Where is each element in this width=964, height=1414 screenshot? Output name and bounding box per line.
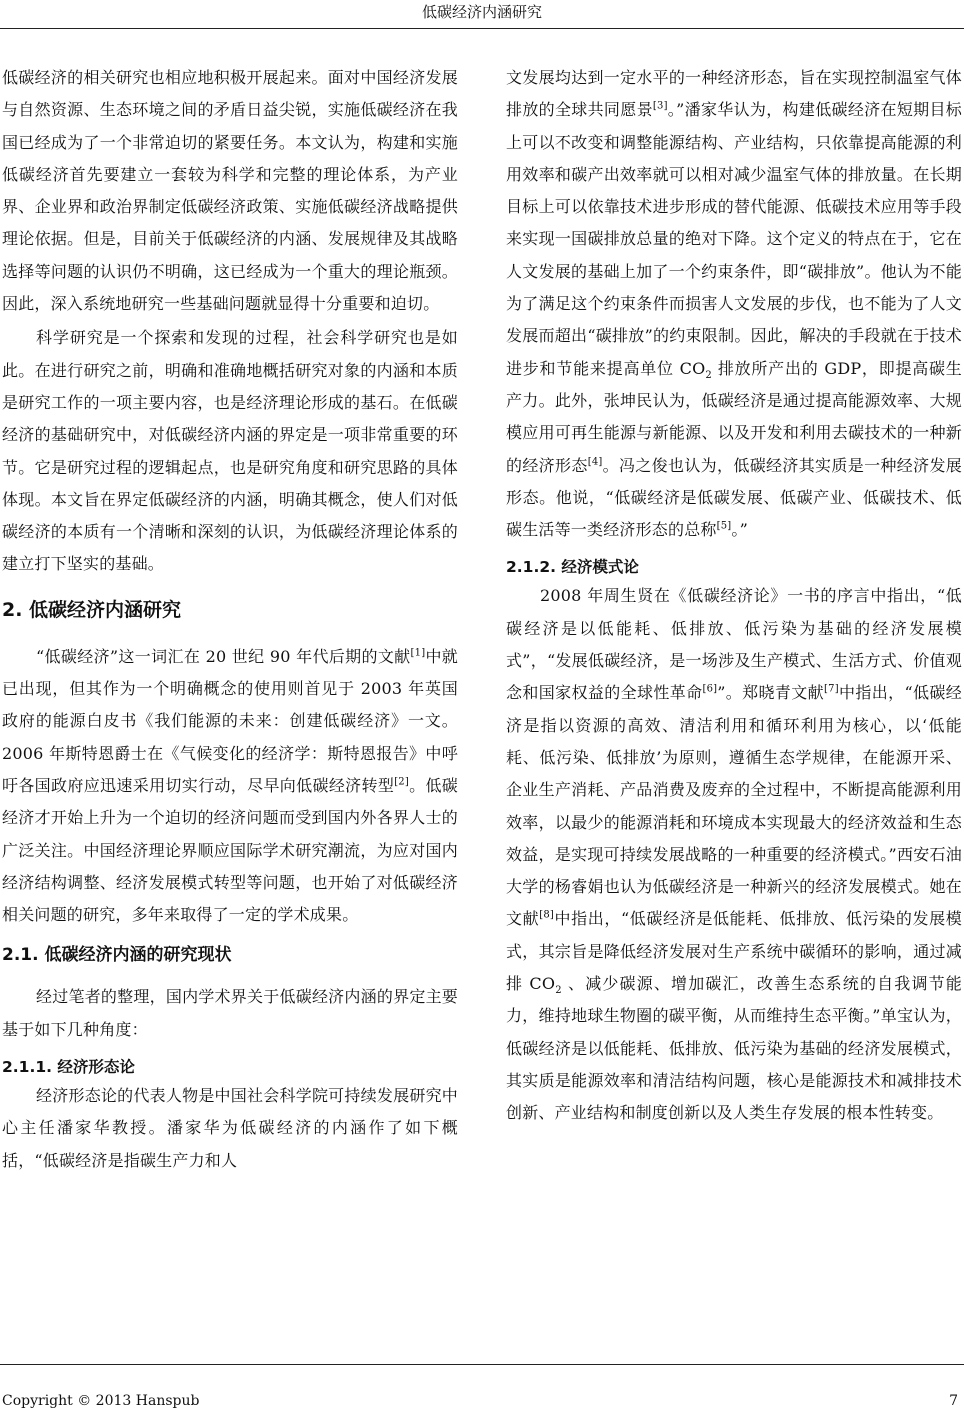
citation-4[interactable]: [4] bbox=[587, 456, 603, 468]
paragraph-research-process: 科学研究是一个探索和发现的过程，社会科学研究也是如此。在进行研究之前，明确和准确地概括研究对象的内涵和本质是研究工作的一项主要内容，也是经济理论形成的基石。在低碳经济的基础研究中，对低碳经济内涵的界定是一项非常重要的环节。它是研究过程的逻辑起点，也是研究角度和研究思路的具体体现。本文旨在界定低碳经济的内涵，明确其概念，使人们对低碳经济的本质有一个清晰和深刻的认识，为低碳经济理论体系的建立打下坚实的基础。 bbox=[2, 328, 458, 574]
text-segment: 2008 年周生贤在《低碳经济论》一书的序言中指出，“低碳经济是以低能耗、低排放、低污染为基础的经济发展模式”，“发展低碳经济，是一场涉及生产模式、生活方式、价值观念和国家权益的全球性革命 bbox=[506, 586, 962, 703]
text-segment: 。”潘家华认为，构建低碳经济在短期目标上可以不改变和调整能源结构、产业结构，只依靠提高能源的利用效率和碳产出效率就可以相对减少温室气体的排放量。在长期目标上可以依靠技术进步形成的替代能源、低碳技术应用等手段来实现一国碳排放总量的绝对下降。这个定义的特点在于，它在人文发展的基础上加了一个约束条件，即“碳排放”。他认为不能为了满足这个约束条件而损害人文发展的步伐，也不能为了人文发展而超出“碳排放”的约束限制。因此，解决的手段就在于技术进步和节能来提高单位 CO bbox=[506, 100, 962, 378]
right-column bbox=[506, 62, 962, 1130]
section-2-heading: 2. 低碳经济内涵研究 bbox=[2, 598, 182, 621]
citation-5[interactable]: [5] bbox=[716, 520, 732, 532]
co2-subscript: 2 bbox=[555, 985, 562, 997]
section-2-1-2-heading: 2.1.2. 经济模式论 bbox=[506, 558, 639, 577]
copyright-notice: Copyright © 2013 Hanspub bbox=[2, 1393, 200, 1409]
paragraph-economic-form: 经济形态论的代表人物是中国社会科学院可持续发展研究中心主任潘家华教授。潘家华为低碳经济的内涵作了如下概括，“低碳经济是指碳生产力和人 bbox=[2, 1086, 458, 1170]
text-segment: 中就已出现，但其作为一个明确概念的使用则首见于 2003 年英国政府的能源白皮书《我们能源的未来：创建低碳经济》一文。2006 年斯特恩爵士在《气候变化的经济学：斯特恩报告》中呼吁各国政府应迅速采用切实行动，尽早向低碳经济转型 bbox=[2, 646, 458, 795]
text-segment: 文发展均达到一定水平的一种经济形态，旨在实现控制温室气体排放的全球共同愿景 bbox=[506, 68, 962, 120]
citation-1[interactable]: [1] bbox=[410, 647, 426, 659]
paragraph-intro-cont: 低碳经济的相关研究也相应地积极开展起来。面对中国经济发展与自然资源、生态环境之间的矛盾日益尖锐，实施低碳经济在我国已经成为了一个非常迫切的紧要任务。本文认为，构建和实施低碳经济首先要建立一套较为科学和完整的理论体系，为产业界、企业界和政治界制定低碳经济政策、实施低碳经济战略提供理论依据。但是，目前关于低碳经济的内涵、发展规律及其战略选择等问题的认识仍不明确，这已经成为一个重大的理论瓶颈。因此，深入系统地研究一些基础问题就显得十分重要和迫切。 bbox=[2, 68, 458, 314]
paragraph-perspectives: 经过笔者的整理，国内学术界关于低碳经济内涵的界定主要基于如下几种角度： bbox=[2, 987, 458, 1039]
citation-6[interactable]: [6] bbox=[702, 684, 718, 696]
text-segment: 中指出，“低碳经济是指以资源的高效、清洁利用和循环利用为核心，以‘低能耗、低污染、低排放’为原则，遵循生态学规律，在能源开采、企业生产消耗、产品消费及废弃的全过程中，不断提高能源利用效率，以最少的能源消耗和环境成本实现最大的经济效益和生态效益，是实现可持续发展战略的一种重要的经济模式。”西安石油大学的杨睿娟也认为低碳经济是一种新兴的经济发展模式。她在文献 bbox=[506, 683, 962, 929]
section-2-1-1-heading: 2.1.1. 经济形态论 bbox=[2, 1058, 135, 1077]
text-segment: 、减少碳源、增加碳汇，改善生态系统的自我调节能力，维持地球生物圈的碳平衡，从而维持生态平衡。”单宝认为，低碳经济是以低能耗、低排放、低污染为基础的经济发展模式，其实质是能源效率和清洁结构问题，核心是能源技术和减排技术创新、产业结构和制度创新以及人类生存发展的根本性转变。 bbox=[506, 974, 963, 1123]
citation-8[interactable]: [8] bbox=[539, 910, 555, 922]
text-segment: 。低碳经济才开始上升为一个迫切的经济问题而受到国内外各界人士的广泛关注。中国经济理论界顺应国际学术研究潮流，为应对国内经济结构调整、经济发展模式转型等问题，也开始了对低碳经济相关问题的研究，多年来取得了一定的学术成果。 bbox=[2, 775, 458, 925]
citation-7[interactable]: [7] bbox=[824, 684, 839, 696]
footer-rule bbox=[0, 1364, 964, 1365]
text-segment: “低碳经济”这一词汇在 20 世纪 90 年代后期的文献 bbox=[36, 646, 411, 666]
paragraph-term-history bbox=[2, 641, 458, 932]
paragraph-economic-model bbox=[506, 580, 962, 1129]
text-segment: 。” bbox=[731, 520, 748, 540]
paragraph-pan-jiahua bbox=[506, 62, 962, 546]
text-segment: 。冯之俊也认为，低碳经济其实质是一种经济发展形态。他说，“低碳经济是低碳发展、低碳产业、低碳技术、低碳生活等一类经济形态的总称 bbox=[506, 455, 962, 540]
citation-2[interactable]: [2] bbox=[394, 776, 409, 788]
running-title: 低碳经济内涵研究 bbox=[421, 3, 542, 21]
co2-subscript: 2 bbox=[705, 369, 712, 381]
section-2-1-heading: 2.1. 低碳经济内涵的研究现状 bbox=[2, 945, 232, 966]
left-column bbox=[2, 62, 458, 1177]
page-number: 7 bbox=[949, 1393, 958, 1409]
header-rule bbox=[0, 28, 964, 29]
text-segment: 排放所产出的 GDP，即提高碳生产力。此外，张坤民认为，低碳经济是通过提高能源效率、大规模应用可再生能源与新能源、以及开发和利用去碳技术的一种新的经济形态 bbox=[506, 358, 963, 475]
citation-3[interactable]: [3] bbox=[652, 100, 668, 112]
text-segment: 中指出，“低碳经济是低能耗、低排放、低污染的发展模式，其宗旨是降低经济发展对生产系统中碳循环的影响，通过减排 CO bbox=[506, 909, 962, 994]
text-segment: ”。郑晓青文献 bbox=[717, 683, 825, 703]
